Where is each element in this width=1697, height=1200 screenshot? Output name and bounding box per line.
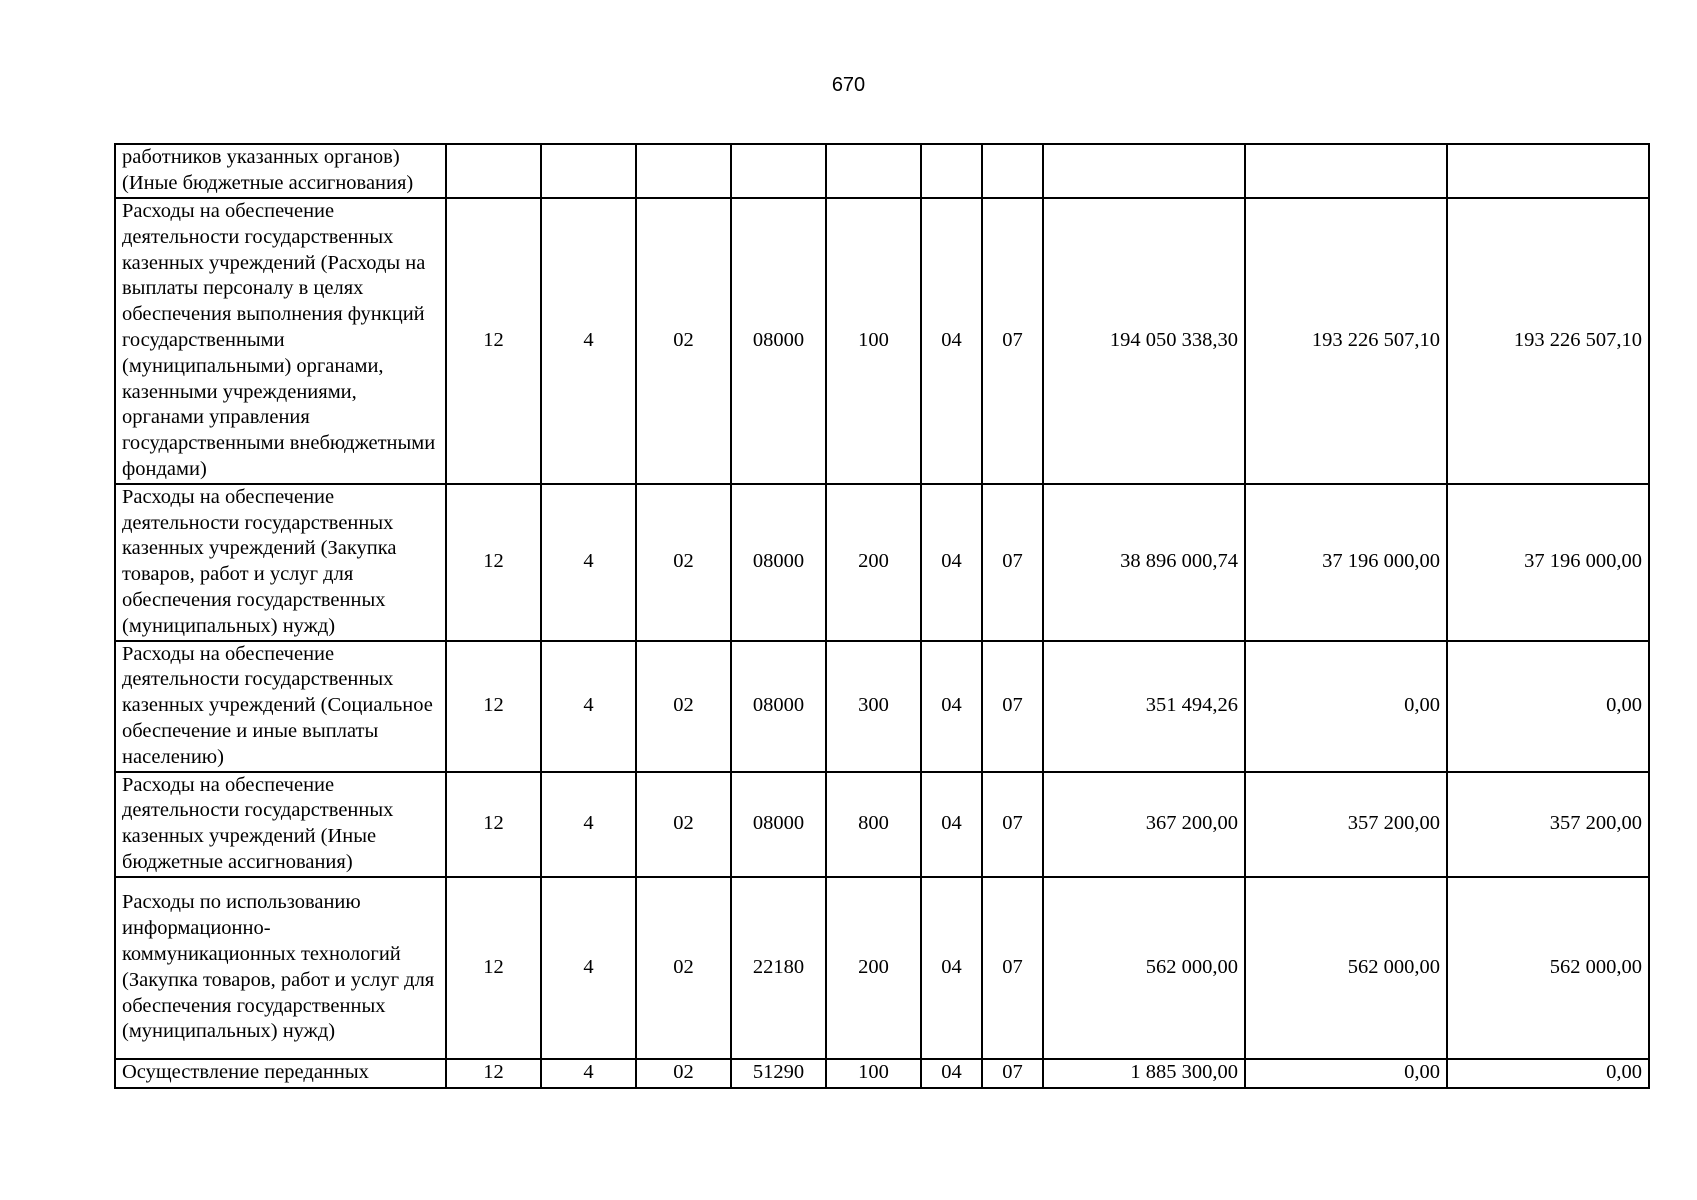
- code-cell: 02: [636, 877, 731, 1059]
- code-cell: [826, 144, 921, 198]
- code-cell: 4: [541, 641, 636, 772]
- row-name: работников указанных органов) (Иные бюджетные ассигнования): [115, 144, 446, 198]
- code-cell: 04: [921, 198, 982, 484]
- table-row: [115, 1059, 1649, 1088]
- code-cell: 04: [921, 772, 982, 877]
- code-cell: 300: [826, 641, 921, 772]
- amount-cell: 562 000,00: [1447, 877, 1649, 1059]
- code-cell: 04: [921, 877, 982, 1059]
- code-cell: 200: [826, 484, 921, 641]
- amount-cell: 357 200,00: [1447, 772, 1649, 877]
- code-cell: 02: [636, 772, 731, 877]
- amount-cell: 0,00: [1447, 1059, 1649, 1088]
- code-cell: 22180: [731, 877, 826, 1059]
- code-cell: 4: [541, 772, 636, 877]
- row-name: Расходы по использованию информационно-коммуникационных технологий (Закупка товаров, работ и услуг для обеспечения государственных (муниципальных) нужд): [115, 877, 446, 1059]
- table-row: [115, 144, 1649, 198]
- code-cell: 100: [826, 1059, 921, 1088]
- amount-cell: 351 494,26: [1043, 641, 1245, 772]
- code-cell: 4: [541, 877, 636, 1059]
- code-cell: 07: [982, 877, 1043, 1059]
- amount-cell: 193 226 507,10: [1245, 198, 1447, 484]
- code-cell: 200: [826, 877, 921, 1059]
- code-cell: 07: [982, 1059, 1043, 1088]
- code-cell: [446, 144, 541, 198]
- amount-cell: 0,00: [1245, 1059, 1447, 1088]
- code-cell: 12: [446, 772, 541, 877]
- amount-cell: 357 200,00: [1245, 772, 1447, 877]
- code-cell: 4: [541, 198, 636, 484]
- amount-cell: 193 226 507,10: [1447, 198, 1649, 484]
- code-cell: 12: [446, 198, 541, 484]
- code-cell: 08000: [731, 772, 826, 877]
- budget-table: [114, 143, 1650, 1089]
- code-cell: [731, 144, 826, 198]
- code-cell: 02: [636, 198, 731, 484]
- code-cell: 100: [826, 198, 921, 484]
- table-row: [115, 877, 1649, 1059]
- table-row: [115, 484, 1649, 641]
- code-cell: 07: [982, 198, 1043, 484]
- row-name: Расходы на обеспечение деятельности государственных казенных учреждений (Закупка товаров, работ и услуг для обеспечения государственных (муниципальных) нужд): [115, 484, 446, 641]
- code-cell: 12: [446, 1059, 541, 1088]
- amount-cell: 367 200,00: [1043, 772, 1245, 877]
- row-name: Расходы на обеспечение деятельности государственных казенных учреждений (Иные бюджетные ассигнования): [115, 772, 446, 877]
- code-cell: 4: [541, 1059, 636, 1088]
- code-cell: 08000: [731, 484, 826, 641]
- amount-cell: 194 050 338,30: [1043, 198, 1245, 484]
- code-cell: 4: [541, 484, 636, 641]
- code-cell: [921, 144, 982, 198]
- code-cell: 12: [446, 484, 541, 641]
- amount-cell: [1447, 144, 1649, 198]
- code-cell: 12: [446, 641, 541, 772]
- row-name: Расходы на обеспечение деятельности государственных казенных учреждений (Социальное обеспечение и иные выплаты населению): [115, 641, 446, 772]
- code-cell: 02: [636, 641, 731, 772]
- code-cell: 51290: [731, 1059, 826, 1088]
- row-name: Расходы на обеспечение деятельности государственных казенных учреждений (Расходы на выплаты персоналу в целях обеспечения выполнения функций государственными (муниципальными) органами, казенными учреждениями, органами управления государственными внебюджетными фондами): [115, 198, 446, 484]
- code-cell: [541, 144, 636, 198]
- code-cell: 02: [636, 1059, 731, 1088]
- amount-cell: 1 885 300,00: [1043, 1059, 1245, 1088]
- row-name: Осуществление переданных: [115, 1059, 446, 1088]
- code-cell: 04: [921, 1059, 982, 1088]
- page-number: 670: [831, 74, 866, 96]
- code-cell: 08000: [731, 641, 826, 772]
- amount-cell: 37 196 000,00: [1447, 484, 1649, 641]
- code-cell: 08000: [731, 198, 826, 484]
- amount-cell: [1043, 144, 1245, 198]
- amount-cell: 0,00: [1447, 641, 1649, 772]
- table-row: [115, 772, 1649, 877]
- table-row: [115, 641, 1649, 772]
- code-cell: 04: [921, 484, 982, 641]
- code-cell: 02: [636, 484, 731, 641]
- code-cell: 07: [982, 484, 1043, 641]
- amount-cell: 38 896 000,74: [1043, 484, 1245, 641]
- table-row: [115, 198, 1649, 484]
- amount-cell: 0,00: [1245, 641, 1447, 772]
- code-cell: 800: [826, 772, 921, 877]
- code-cell: 07: [982, 772, 1043, 877]
- code-cell: 07: [982, 641, 1043, 772]
- amount-cell: 37 196 000,00: [1245, 484, 1447, 641]
- code-cell: 04: [921, 641, 982, 772]
- code-cell: 12: [446, 877, 541, 1059]
- amount-cell: [1245, 144, 1447, 198]
- code-cell: [982, 144, 1043, 198]
- amount-cell: 562 000,00: [1043, 877, 1245, 1059]
- amount-cell: 562 000,00: [1245, 877, 1447, 1059]
- code-cell: [636, 144, 731, 198]
